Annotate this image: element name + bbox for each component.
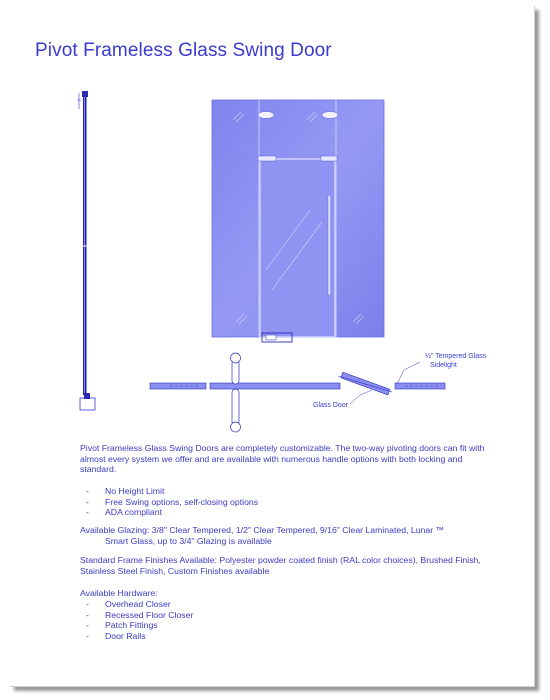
- list-item: - Patch Fittings: [86, 620, 158, 631]
- door-elevation-view: [212, 100, 384, 342]
- sidelight-callout: Sidelight: [430, 362, 457, 369]
- pull-handle: [328, 195, 331, 295]
- sidelight-leader: [397, 362, 420, 384]
- door-plan-view: [150, 353, 445, 432]
- top-patch-right: [321, 156, 337, 161]
- glazing-paragraph: [80, 525, 490, 546]
- glass-door-callout: Glass Door: [313, 402, 349, 409]
- door-plan: [210, 383, 340, 389]
- handle-post-bottom: [232, 389, 239, 425]
- glass-door-leader: [350, 390, 372, 404]
- list-item: - No Height Limit: [86, 486, 165, 496]
- list-item: - Recessed Floor Closer: [86, 609, 194, 620]
- glazing-line-1: Available Glazing: 3/8" Clear Tempered, 1/2" Clear Tempered, 9/16" Clear Laminated, Lunar ™: [80, 525, 445, 535]
- handle-post-top: [232, 360, 239, 384]
- intro-paragraph: Pivot Frameless Glass Swing Doors are completely customizable. The two-way pivoting doors can fit with almost every system we offer and are available with numerous handle options with both locking and standard.: [80, 443, 485, 475]
- door-open-plan: [341, 372, 390, 395]
- upper-clamp-right: [322, 112, 338, 119]
- side-section-view: [77, 91, 95, 410]
- feature-list: [80, 486, 258, 518]
- list-item: - Overhead Closer: [86, 599, 171, 609]
- upper-clamp-left: [258, 112, 274, 119]
- top-patch-left: [258, 156, 276, 161]
- door-leaf: [260, 159, 335, 337]
- glazing-line-2: Smart Glass, up to 3/4" Glazing is available: [105, 535, 272, 546]
- list-item: - ADA compliant: [86, 507, 162, 518]
- list-item: - Free Swing options, self-closing options: [86, 496, 259, 507]
- finishes-paragraph: Standard Frame Finishes Available: Polyester powder coated finish (RAL color choices), Brushed Finish, Stainless Steel Finish, Custom Finishes available: [80, 555, 481, 576]
- floor-closer-box: [80, 398, 95, 410]
- top-pivot-block: [82, 91, 88, 97]
- hardware-heading: Available Hardware:: [80, 588, 158, 598]
- list-item: - Door Rails: [86, 630, 146, 641]
- tempered-glass-callout: ½" Tempered Glass: [425, 353, 487, 360]
- hardware-list: [80, 599, 193, 641]
- page-title: Pivot Frameless Glass Swing Door: [35, 40, 332, 61]
